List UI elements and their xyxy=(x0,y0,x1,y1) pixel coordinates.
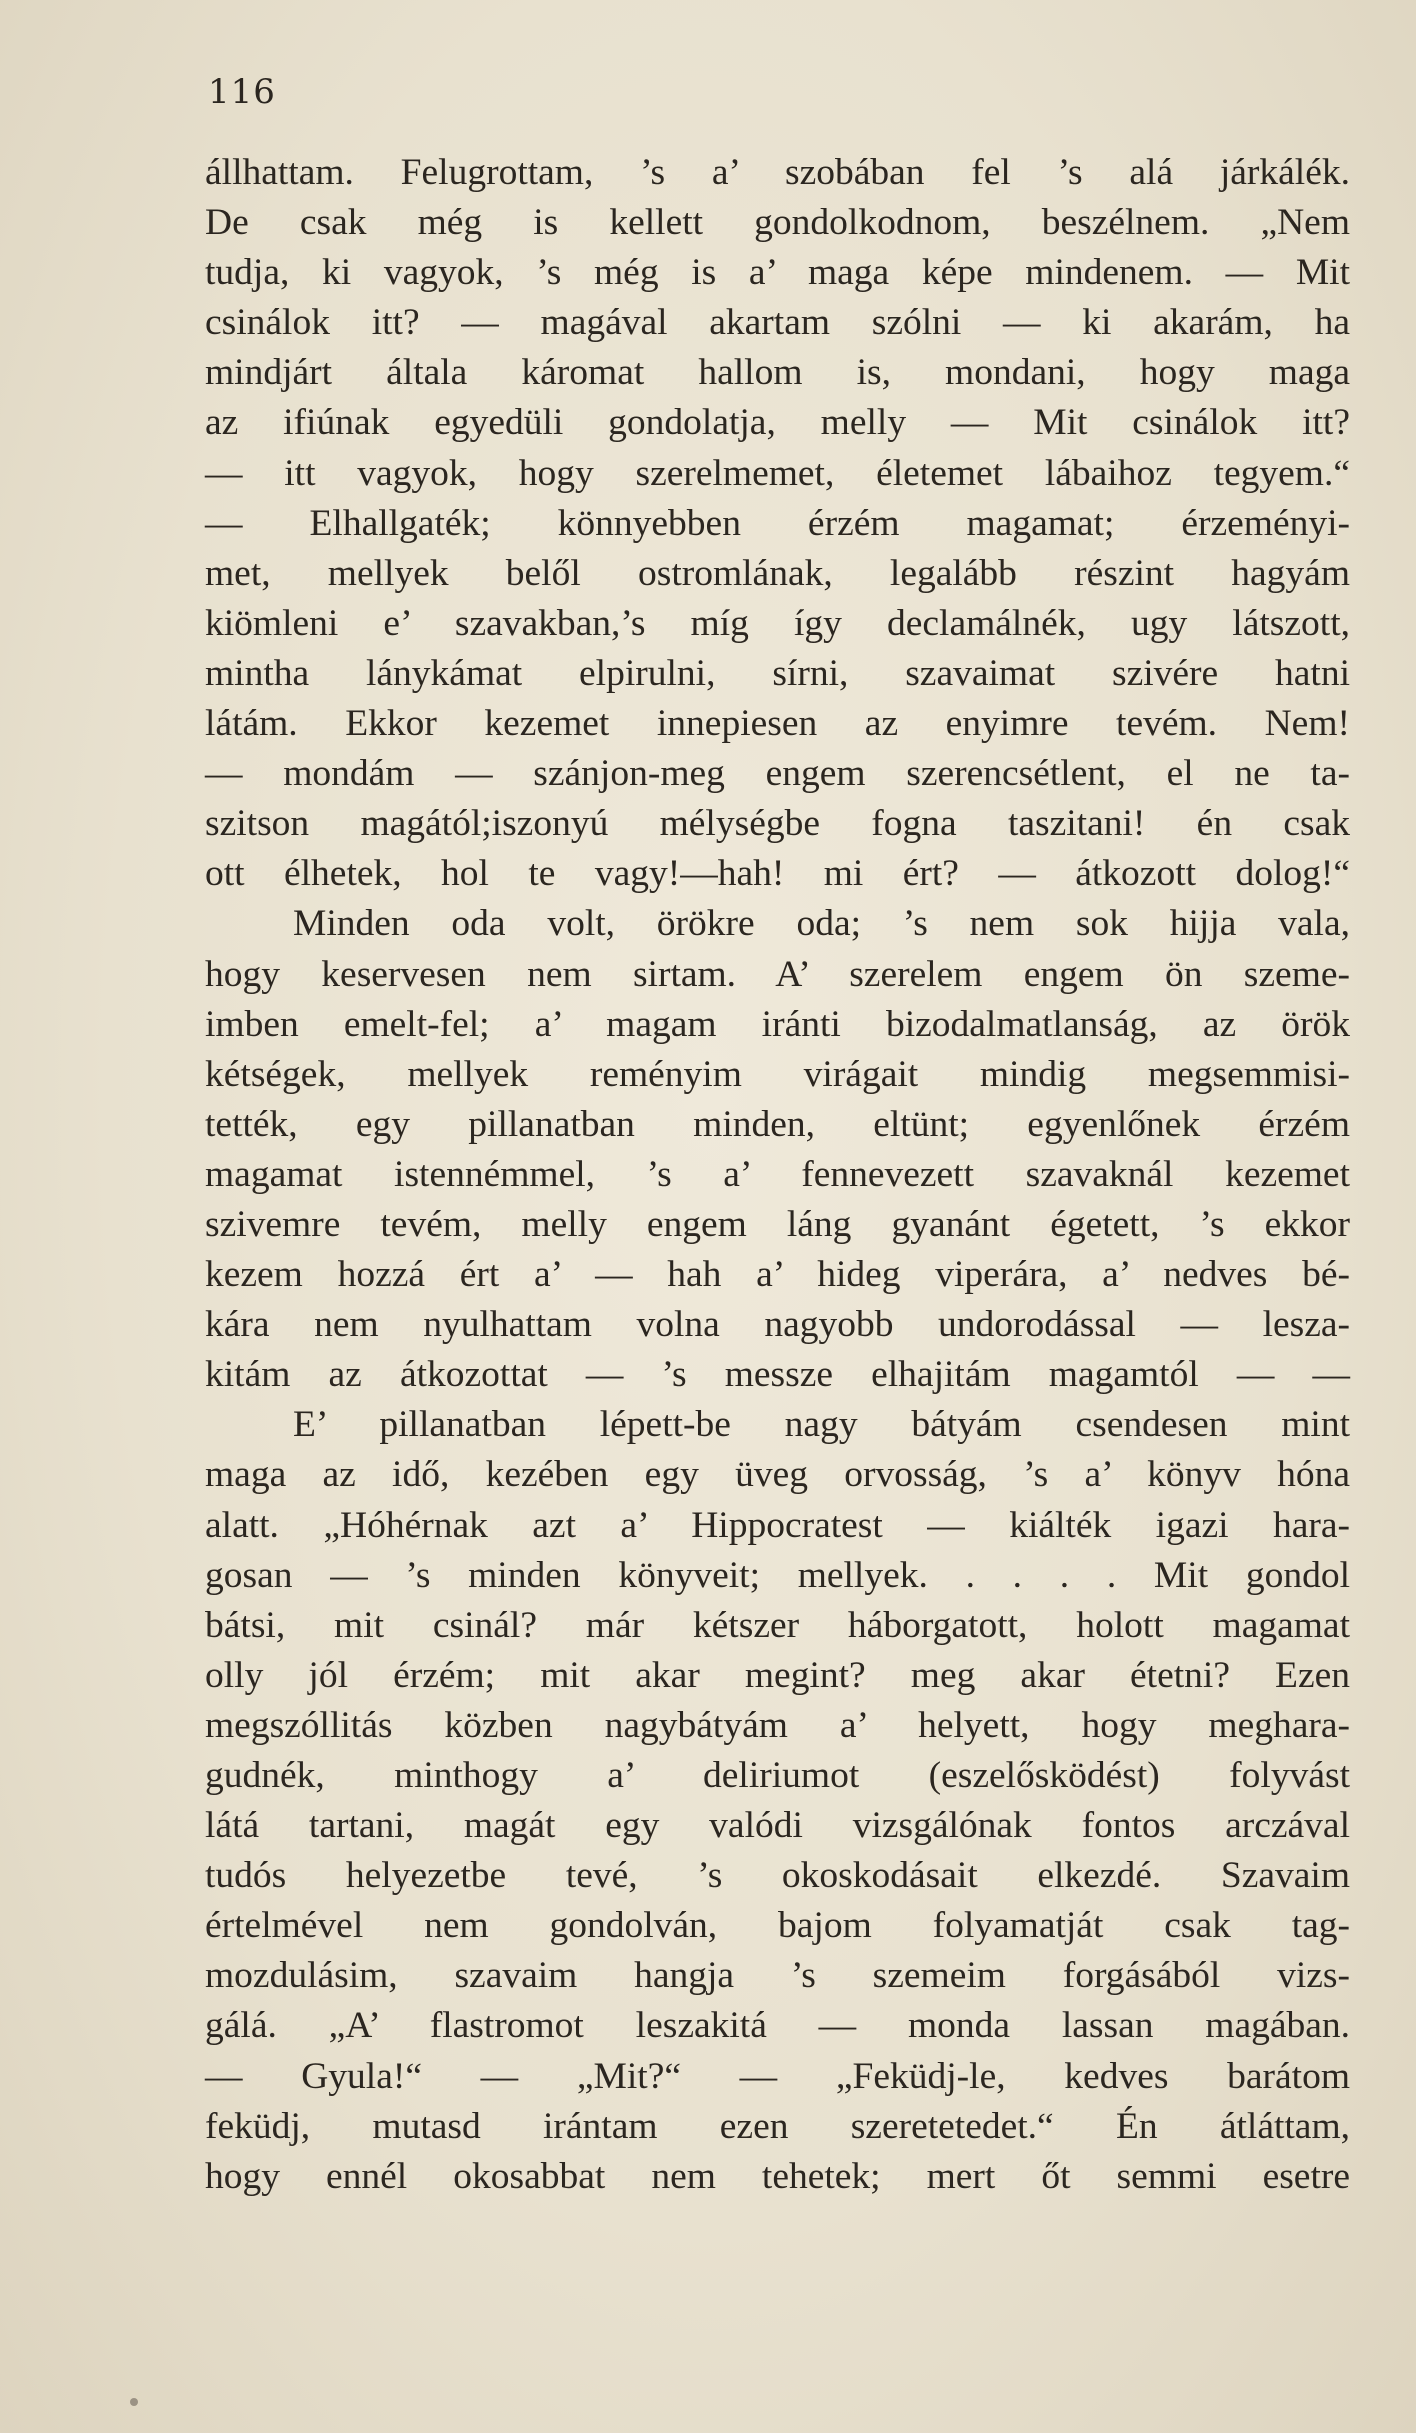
text-line: kétségek, mellyek reményim virágait mindig megsemmisi- xyxy=(205,1053,1350,1095)
text-line: hogy ennél okosabbat nem tehetek; mert őt semmi esetre xyxy=(205,2155,1350,2197)
text-line: szivemre tevém, melly engem láng gyanánt égetett, ’s ekkor xyxy=(205,1203,1350,1245)
text-line: mintha lánykámat elpirulni, sírni, szavaimat szivére hatni xyxy=(205,652,1350,694)
text-line: imben emelt-fel; a’ magam iránti bizodalmatlanság, az örök xyxy=(205,1003,1350,1045)
paper-speck xyxy=(130,2398,138,2406)
text-line: — itt vagyok, hogy szerelmemet, életemet lábaihoz tegyem.“ xyxy=(205,452,1350,494)
text-line: ott élhetek, hol te vagy!—hah! mi ért? — átkozott dolog!“ xyxy=(205,853,1350,895)
text-line: — Gyula!“ — „Mit?“ — „Feküdj-le, kedves barátom xyxy=(205,2055,1350,2097)
text-line: magamat istennémmel, ’s a’ fennevezett szavaknál kezemet xyxy=(205,1153,1350,1195)
text-line: hogy keservesen nem sirtam. A’ szerelem engem ön szeme- xyxy=(205,953,1350,995)
text-line: maga az idő, kezében egy üveg orvosság, ’s a’ könyv hóna xyxy=(205,1454,1350,1496)
text-line: met, mellyek belől ostromlának, legalább részint hagyám xyxy=(205,552,1350,594)
text-line: gosan — ’s minden könyveit; mellyek. . . . . Mit gondol xyxy=(205,1554,1350,1596)
page-number: 116 xyxy=(208,72,276,112)
text-line: látá tartani, magát egy valódi vizsgálónak fontos arczával xyxy=(205,1805,1350,1847)
text-line: — mondám — szánjon-meg engem szerencsétlent, el ne ta- xyxy=(205,753,1350,795)
text-line: E’ pillanatban lépett-be nagy bátyám csendesen mint xyxy=(293,1404,1350,1446)
text-line: olly jól érzém; mit akar megint? meg akar étetni? Ezen xyxy=(205,1654,1350,1696)
text-line: mindjárt általa káromat hallom is, mondani, hogy maga xyxy=(205,352,1350,394)
text-line: csinálok itt? — magával akartam szólni — ki akarám, ha xyxy=(205,302,1350,344)
text-line: kitám az átkozottat — ’s messze elhajitám magamtól — — xyxy=(205,1354,1350,1396)
text-line: szitson magától;iszonyú mélységbe fogna taszitani! én csak xyxy=(205,803,1350,845)
text-line: gálá. „A’ flastromot leszakitá — monda lassan magában. xyxy=(205,2005,1350,2047)
text-line: — Elhallgaték; könnyebben érzém magamat; érzeményi- xyxy=(205,502,1350,544)
text-line: mozdulásim, szavaim hangja ’s szemeim forgásából vizs- xyxy=(205,1955,1350,1997)
text-line: tudós helyezetbe tevé, ’s okoskodásait elkezdé. Szavaim xyxy=(205,1855,1350,1897)
text-line: megszóllitás közben nagybátyám a’ helyett, hogy meghara- xyxy=(205,1704,1350,1746)
text-line: állhattam. Felugrottam, ’s a’ szobában fel ’s alá járkálék. xyxy=(205,152,1350,193)
text-line: bátsi, mit csinál? már kétszer háborgatott, holott magamat xyxy=(205,1604,1350,1646)
text-line: alatt. „Hóhérnak azt a’ Hippocratest — kiálték igazi hara- xyxy=(205,1504,1350,1546)
text-line: tették, egy pillanatban minden, eltünt; egyenlőnek érzém xyxy=(205,1103,1350,1145)
text-line: tudja, ki vagyok, ’s még is a’ maga képe mindenem. — Mit xyxy=(205,252,1350,294)
text-line: értelmével nem gondolván, bajom folyamatját csak tag- xyxy=(205,1905,1350,1947)
text-line: Minden oda volt, örökre oda; ’s nem sok hijja vala, xyxy=(293,903,1350,945)
text-line: kiömleni e’ szavakban,’s míg így declamálnék, ugy látszott, xyxy=(205,602,1350,644)
text-line: látám. Ekkor kezemet innepiesen az enyimre tevém. Nem! xyxy=(205,703,1350,745)
body-text xyxy=(205,148,1350,2202)
text-line: kára nem nyulhattam volna nagyobb undorodással — lesza- xyxy=(205,1304,1350,1346)
text-line: az ifiúnak egyedüli gondolatja, melly — Mit csinálok itt? xyxy=(205,402,1350,444)
text-line: kezem hozzá ért a’ — hah a’ hideg viperára, a’ nedves bé- xyxy=(205,1254,1350,1296)
text-line: feküdj, mutasd irántam ezen szeretetedet.“ Én átláttam, xyxy=(205,2105,1350,2147)
text-line: gudnék, minthogy a’ deliriumot (eszelősködést) folyvást xyxy=(205,1755,1350,1796)
text-line: De csak még is kellett gondolkodnom, beszélnem. „Nem xyxy=(205,202,1350,244)
